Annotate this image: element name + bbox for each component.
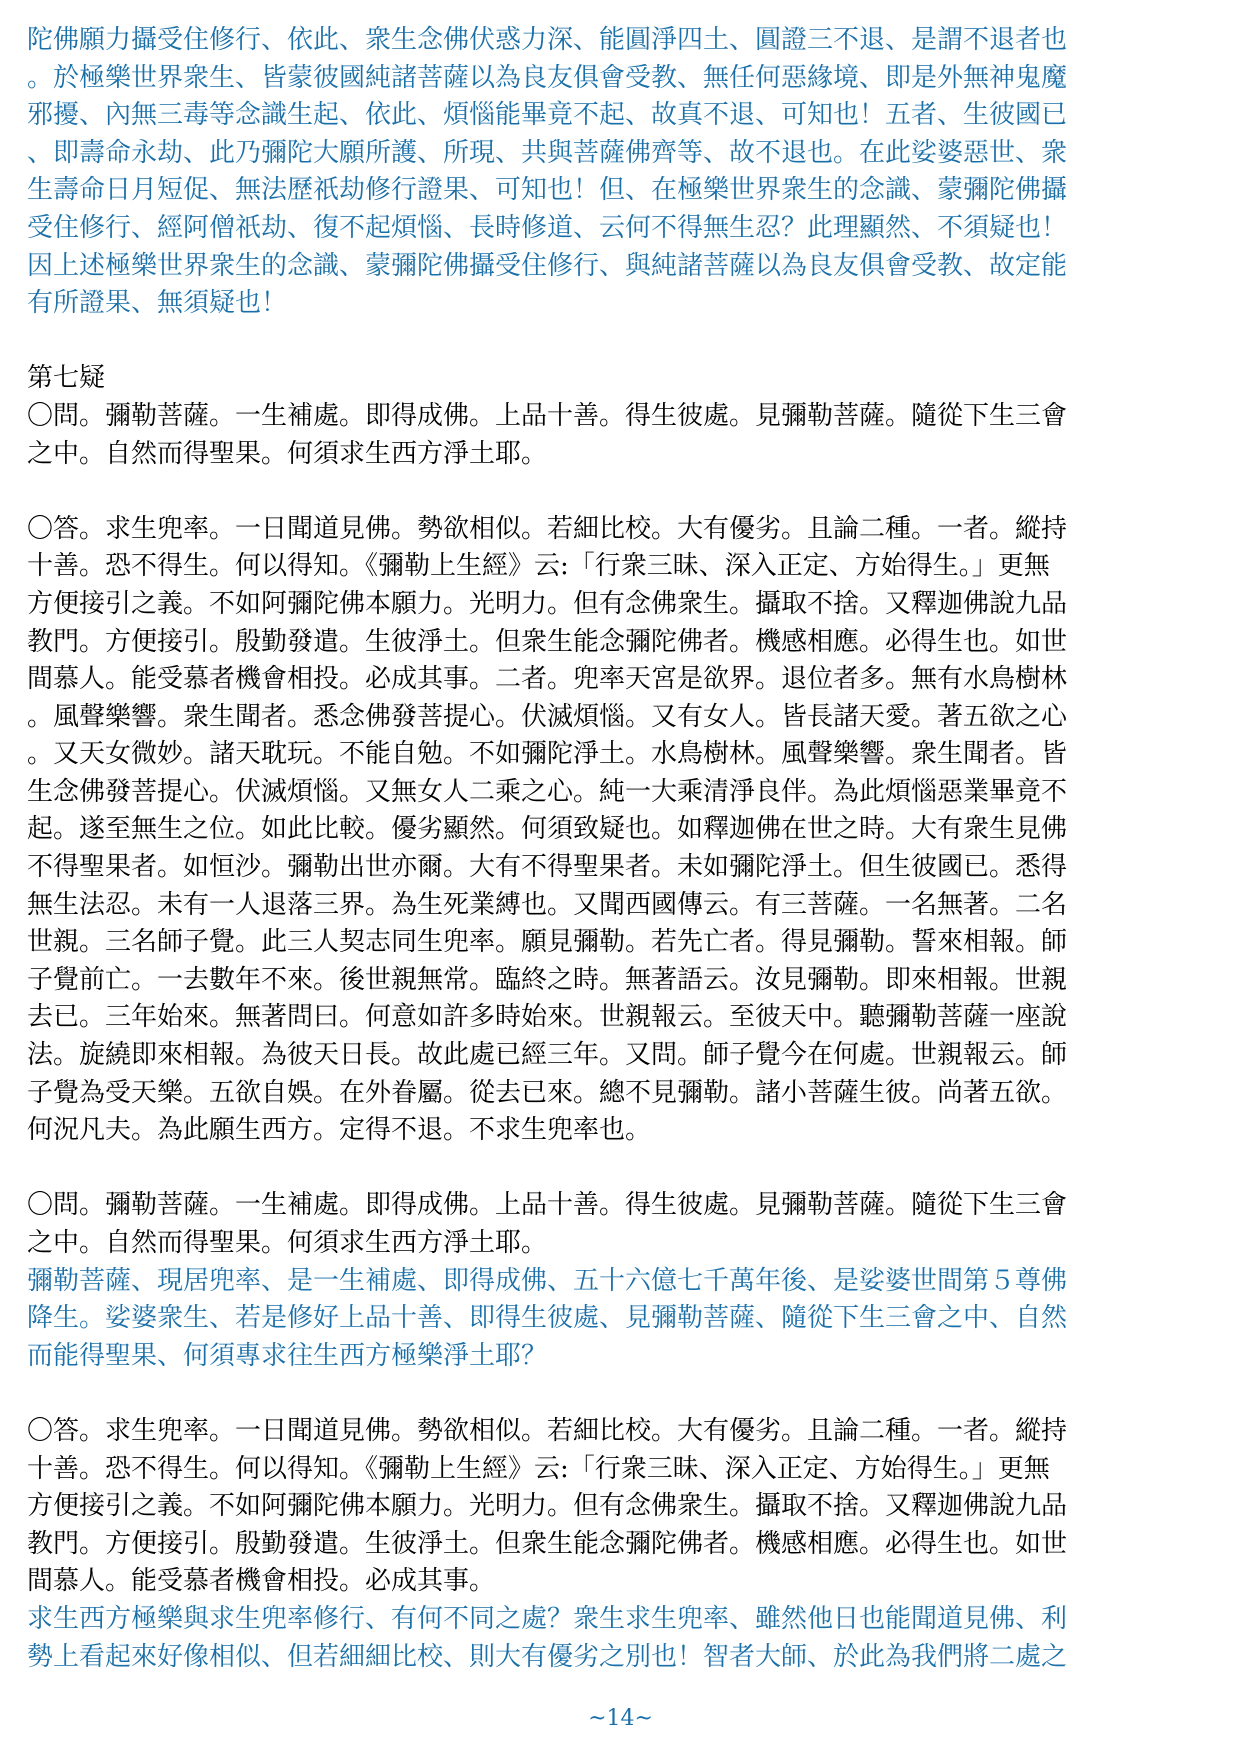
text-line: 因上述極樂世界衆生的念識、蒙彌陀佛攝受住修行、與純諸菩薩以為良友俱會受教、故定能 bbox=[27, 250, 1068, 281]
text-line: 降生。娑婆衆生、若是修好上品十善、即得生彼處、見彌勒菩薩、隨從下生三會之中、自然 bbox=[27, 1303, 1068, 1334]
text-line: 十善。恐不得生。何以得知。《彌勒上生經》云:「行衆三昧、深入正定、方始得生。」更無 bbox=[27, 551, 1050, 582]
text-line: 邪擾、內無三毒等念識生起、依此、煩惱能畢竟不起、故真不退、可知也！五者、生彼國已 bbox=[27, 100, 1068, 131]
text-line: 生壽命日月短促、無法歷祇劫修行證果、可知也！但、在極樂世界衆生的念識、蒙彌陀佛攝 bbox=[27, 175, 1068, 206]
section-title-block bbox=[27, 360, 1201, 398]
text-line: 、即壽命永劫、此乃彌陀大願所護、所現、共與菩薩佛齊等、故不退也。在此娑婆惡世、衆 bbox=[27, 137, 1068, 168]
text-line: 法。旋繞即來相報。為彼天日長。故此處已經三年。又問。師子覺今在何處。世親報云。師 bbox=[27, 1040, 1068, 1071]
text-line: 有所證果、無須疑也！ bbox=[27, 288, 288, 319]
text-line: 起。遂至無生之位。如此比較。優劣顯然。何須致疑也。如釋迦佛在世之時。大有衆生見佛 bbox=[27, 814, 1068, 845]
text-line: 不得聖果者。如恒沙。彌勒出世亦爾。大有不得聖果者。未如彌陀淨土。但生彼國已。悉得 bbox=[27, 852, 1068, 883]
text-line: 方便接引之義。不如阿彌陀佛本願力。光明力。但有念佛衆生。攝取不捨。又釋迦佛說九品 bbox=[27, 1491, 1068, 1522]
text-line: 去已。三年始來。無著問曰。何意如許多時始來。世親報云。至彼天中。聽彌勒菩薩一座說 bbox=[27, 1002, 1068, 1033]
page-number: ~14~ bbox=[588, 1706, 653, 1731]
question-block-1 bbox=[27, 398, 1201, 473]
answer-block-1 bbox=[27, 511, 1201, 1150]
text-line: 。又天女微妙。諸天耽玩。不能自勉。不如彌陀淨土。水鳥樹林。風聲樂響。衆生聞者。皆 bbox=[27, 739, 1068, 770]
text-line: 間慕人。能受慕者機會相投。必成其事。 bbox=[27, 1566, 496, 1597]
text-line: 陀佛願力攝受住修行、依此、衆生念佛伏惑力深、能圓淨四土、圓證三不退、是謂不退者也 bbox=[27, 25, 1068, 55]
text-line: 。於極樂世界衆生、皆蒙彼國純諸菩薩以為良友俱會受教、無任何惡緣境、即是外無神鬼魔 bbox=[27, 62, 1068, 93]
text-line: 何況凡夫。為此願生西方。定得不退。不求生兜率也。 bbox=[27, 1115, 652, 1146]
text-line: 子覺前亡。一去數年不來。後世親無常。臨終之時。無著語云。汝見彌勒。即來相報。世親 bbox=[27, 964, 1068, 995]
text-line: 〇答。求生兜率。一日聞道見佛。勢欲相似。若細比校。大有優劣。且論二種。一者。縱持 bbox=[27, 1415, 1068, 1446]
text-line: 之中。自然而得聖果。何須求生西方淨土耶。 bbox=[27, 1228, 548, 1258]
paragraph-gap bbox=[27, 473, 1201, 511]
text-line: 。風聲樂響。衆生聞者。悉念佛發菩提心。伏滅煩惱。又有女人。皆長諸天愛。著五欲之心 bbox=[27, 701, 1068, 732]
text-line: 受住修行、經阿僧祇劫、復不起煩惱、長時修道、云何不得無生忍？此理顯然、不須疑也！ bbox=[27, 212, 1068, 243]
section-title: 第七疑 bbox=[27, 363, 106, 394]
text-line: 無生法忍。未有一人退落三界。為生死業縛也。又聞西國傳云。有三菩薩。一名無著。二名 bbox=[27, 889, 1068, 920]
text-line: 世親。三名師子覺。此三人契志同生兜率。願見彌勒。若先亡者。得見彌勒。誓來相報。師 bbox=[27, 927, 1068, 958]
text-line: 教門。方便接引。殷勤發遣。生彼淨土。但衆生能念彌陀佛者。機感相應。必得生也。如世 bbox=[27, 626, 1068, 657]
text-line: 〇問。彌勒菩薩。一生補處。即得成佛。上品十善。得生彼處。見彌勒菩薩。隨從下生三會 bbox=[27, 1190, 1068, 1221]
text-line: 勢上看起來好像相似、但若細細比校、則大有優劣之別也！智者大師、於此為我們將二處之 bbox=[27, 1641, 1068, 1672]
text-line: 求生西方極樂與求生兜率修行、有何不同之處？衆生求生兜率、雖然他日也能聞道見佛、利 bbox=[27, 1603, 1068, 1634]
text-line: 方便接引之義。不如阿彌陀佛本願力。光明力。但有念佛衆生。攝取不捨。又釋迦佛說九品 bbox=[27, 588, 1068, 619]
text-line: 〇答。求生兜率。一日聞道見佛。勢欲相似。若細比校。大有優劣。且論二種。一者。縱持 bbox=[27, 513, 1068, 544]
text-line: 教門。方便接引。殷勤發遣。生彼淨土。但衆生能念彌陀佛者。機感相應。必得生也。如世 bbox=[27, 1528, 1068, 1559]
text-line: 而能得聖果、何須專求往生西方極樂淨土耶？ bbox=[27, 1340, 548, 1371]
text-line: 生念佛發菩提心。伏滅煩惱。又無女人二乘之心。純一大乘清淨良伴。為此煩惱惡業畢竟不 bbox=[27, 776, 1068, 807]
text-line: 〇問。彌勒菩薩。一生補處。即得成佛。上品十善。得生彼處。見彌勒菩薩。隨從下生三會 bbox=[27, 400, 1068, 431]
paragraph-gap bbox=[27, 1375, 1201, 1413]
paragraph-gap bbox=[27, 323, 1201, 361]
text-line: 子覺為受天樂。五欲自娛。在外眷屬。從去已來。總不見彌勒。諸小菩薩生彼。尚著五欲。 bbox=[27, 1077, 1068, 1108]
answer-block-2 bbox=[27, 1413, 1201, 1601]
text-line: 彌勒菩薩、現居兜率、是一生補處、即得成佛、五十六億七千萬年後、是娑婆世間第５尊佛 bbox=[27, 1265, 1068, 1296]
commentary-block-3 bbox=[27, 1601, 1201, 1676]
paragraph-gap bbox=[27, 1150, 1201, 1188]
question-block-2 bbox=[27, 1187, 1201, 1262]
text-line: 之中。自然而得聖果。何須求生西方淨土耶。 bbox=[27, 438, 548, 469]
text-line: 間慕人。能受慕者機會相投。必成其事。二者。兜率天宮是欲界。退位者多。無有水鳥樹林 bbox=[27, 664, 1068, 695]
commentary-block-1 bbox=[27, 22, 1201, 323]
commentary-block-2 bbox=[27, 1263, 1201, 1376]
text-line: 十善。恐不得生。何以得知。《彌勒上生經》云:「行衆三昧、深入正定、方始得生。」更無 bbox=[27, 1453, 1050, 1484]
